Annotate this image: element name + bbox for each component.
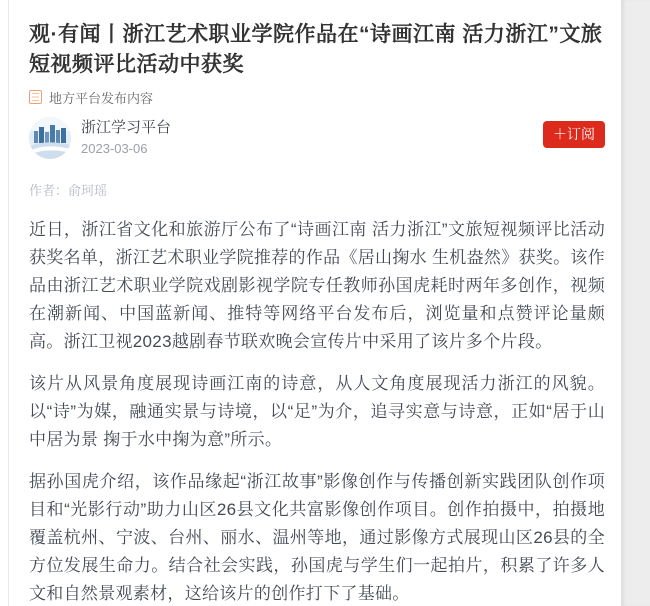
article-card <box>8 0 622 606</box>
article-paragraph: 该片从风景角度展现诗画江南的诗意，从人文角度展现活力浙江的风貌。以“诗”为媒，融通实景与诗境，以“足”为介，追寻实意与诗意，正如“居于山中居为景 掬于水中掬为意”所示。 <box>29 374 605 449</box>
publisher-meta <box>81 117 171 157</box>
article-body <box>29 216 605 606</box>
page-title: 观·有闻丨浙江艺术职业学院作品在“诗画江南 活力浙江”文旅短视频评比活动中获奖 <box>29 23 603 76</box>
left-page-margin <box>0 0 8 606</box>
cityscape-avatar-image <box>29 117 71 159</box>
publisher-row <box>29 117 605 159</box>
publisher-name[interactable]: 浙江学习平台 <box>81 119 172 136</box>
badge-label: 地方平台发布内容 <box>49 90 154 106</box>
content-source-badge <box>29 89 605 105</box>
subscribe-button[interactable]: ＋订阅 <box>543 121 605 148</box>
local-platform-icon <box>29 90 42 104</box>
right-page-background <box>622 0 650 606</box>
author-line: 作者：俞珂瑶 <box>29 183 108 198</box>
article-paragraph: 据孙国虎介绍，该作品缘起“浙江故事”影像创作与传播创新实践团队创作项目和“光影行动”助力山区26县文化共富影像创作项目。创作拍摄中，拍摄地覆盖杭州、宁波、台州、丽水、温州等地，通过影像方式展现山区26县的全方位发展生命力。结合社会实践，孙国虎与学生们一起拍片，积累了许多人文和自然景观素材，这给该片的创作打下了基础。 <box>29 472 605 603</box>
publisher-avatar[interactable] <box>29 117 71 159</box>
publish-date: 2023-03-06 <box>81 141 148 156</box>
article-paragraph: 近日，浙江省文化和旅游厅公布了“诗画江南 活力浙江”文旅短视频评比活动获奖名单，浙江艺术职业学院推荐的作品《居山掬水 生机盎然》获奖。该作品由浙江艺术职业学院戏剧影视学院专任教师孙国虎耗时两年多创作，视频在潮新闻、中国蓝新闻、推特等网络平台发布后，浏览量和点赞评论量颇高。浙江卫视2023越剧春节联欢晚会宣传片中采用了该片多个片段。 <box>29 220 605 351</box>
